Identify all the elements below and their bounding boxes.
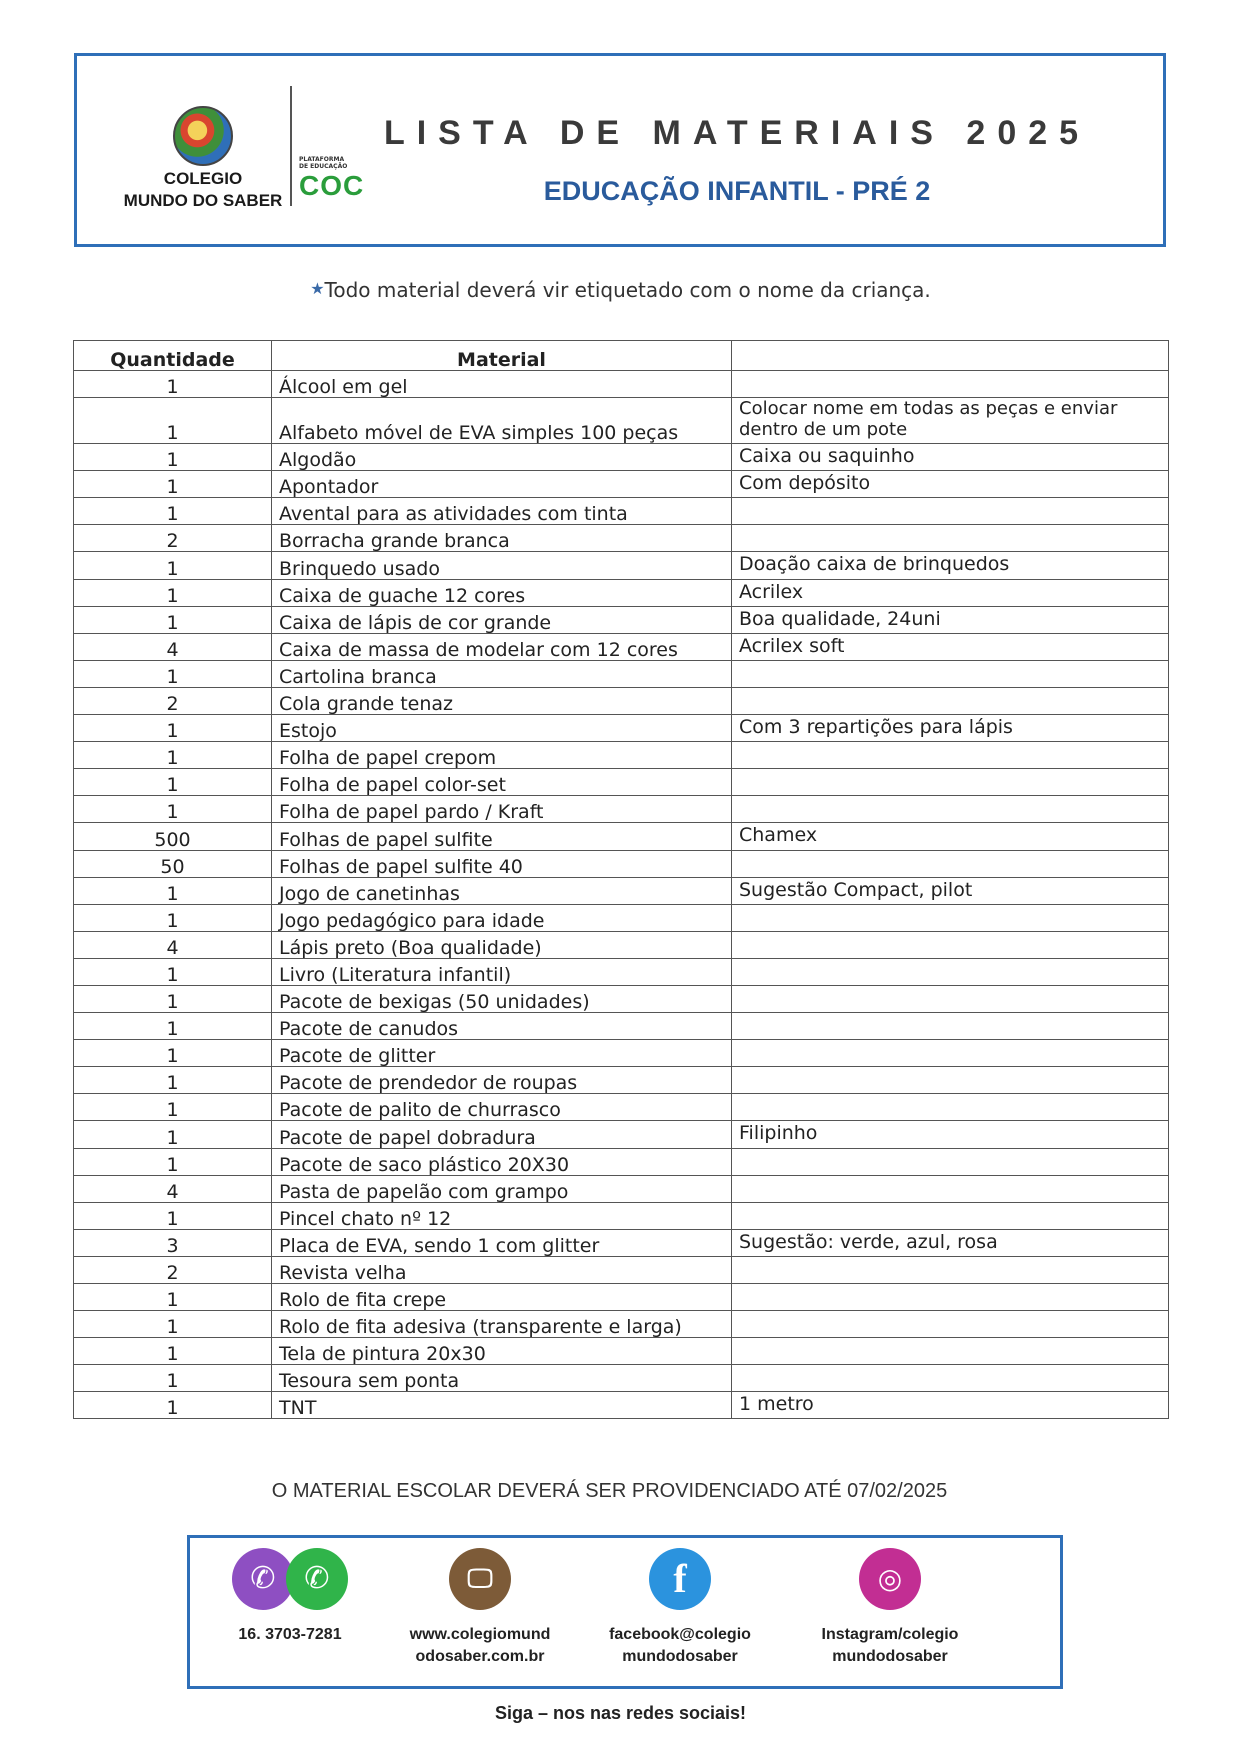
qty-cell: 4	[74, 1175, 272, 1202]
material-cell: Estojo	[272, 715, 732, 742]
contact-phone	[190, 1548, 390, 1646]
material-cell: Pacote de bexigas (50 unidades)	[272, 985, 732, 1012]
note-cell: Sugestão Compact, pilot	[732, 877, 1169, 904]
table-row	[74, 1067, 1169, 1094]
table-row	[74, 1013, 1169, 1040]
note-cell	[732, 371, 1169, 398]
qty-cell: 4	[74, 633, 272, 660]
note-cell: Filipinho	[732, 1121, 1169, 1148]
note-cell	[732, 796, 1169, 823]
qty-cell: 1	[74, 715, 272, 742]
note-cell	[732, 1013, 1169, 1040]
table-row	[74, 742, 1169, 769]
table-row	[74, 1094, 1169, 1121]
facebook-line2: mundodosaber	[622, 1648, 738, 1665]
table-row	[74, 525, 1169, 552]
material-cell: Pacote de canudos	[272, 1013, 732, 1040]
note-cell: Doação caixa de brinquedos	[732, 552, 1169, 579]
platform-line2: DE EDUCAÇÃO	[299, 163, 348, 170]
materials-body	[74, 371, 1169, 1419]
material-cell: Tela de pintura 20x30	[272, 1338, 732, 1365]
material-cell: Folha de papel color-set	[272, 769, 732, 796]
note-cell: Acrilex soft	[732, 633, 1169, 660]
material-cell: Placa de EVA, sendo 1 com glitter	[272, 1229, 732, 1256]
material-cell: Jogo pedagógico para idade	[272, 904, 732, 931]
table-row	[74, 823, 1169, 850]
qty-cell: 1	[74, 660, 272, 687]
note-cell	[732, 1175, 1169, 1202]
qty-cell: 1	[74, 552, 272, 579]
material-cell: Apontador	[272, 471, 732, 498]
note-cell: Colocar nome em todas as peças e enviar dentro de um pote	[732, 398, 1169, 444]
material-cell: Tesoura sem ponta	[272, 1365, 732, 1392]
material-cell: Borracha grande branca	[272, 525, 732, 552]
school-logo	[113, 106, 293, 210]
note-cell	[732, 1202, 1169, 1229]
material-cell: Pacote de saco plástico 20X30	[272, 1148, 732, 1175]
header-material: Material	[272, 341, 732, 371]
material-cell: Folha de papel crepom	[272, 742, 732, 769]
contact-site[interactable]	[380, 1548, 580, 1668]
table-row	[74, 985, 1169, 1012]
qty-cell: 1	[74, 1338, 272, 1365]
logo-line1: COLEGIO	[163, 169, 243, 188]
qty-cell: 1	[74, 1067, 272, 1094]
material-cell: Avental para as atividades com tinta	[272, 498, 732, 525]
note-cell: Caixa ou saquinho	[732, 444, 1169, 471]
table-row	[74, 877, 1169, 904]
logo-line2: MUNDO DO SABER	[123, 191, 283, 210]
star-icon: ★	[310, 279, 325, 298]
table-row	[74, 958, 1169, 985]
instagram-line1: Instagram/colegio	[821, 1626, 959, 1643]
facebook-line1: facebook@colegio	[609, 1626, 751, 1643]
material-cell: Jogo de canetinhas	[272, 877, 732, 904]
site-line2: odosaber.com.br	[415, 1648, 545, 1665]
material-cell: TNT	[272, 1392, 732, 1419]
table-row	[74, 1284, 1169, 1311]
material-cell: Pacote de prendedor de roupas	[272, 1067, 732, 1094]
table-row	[74, 687, 1169, 714]
table-row	[74, 606, 1169, 633]
qty-cell: 1	[74, 579, 272, 606]
note-cell	[732, 525, 1169, 552]
qty-cell: 1	[74, 769, 272, 796]
note-cell	[732, 769, 1169, 796]
qty-cell: 2	[74, 525, 272, 552]
table-row	[74, 471, 1169, 498]
qty-cell: 1	[74, 471, 272, 498]
qty-cell: 1	[74, 606, 272, 633]
qty-cell: 3	[74, 1229, 272, 1256]
material-cell: Álcool em gel	[272, 371, 732, 398]
platform-line1: PLATAFORMA	[299, 156, 345, 163]
qty-cell: 1	[74, 958, 272, 985]
note-cell	[732, 985, 1169, 1012]
contact-facebook[interactable]	[580, 1548, 780, 1668]
material-cell: Cola grande tenaz	[272, 687, 732, 714]
instagram-icon: ◎	[859, 1548, 921, 1610]
table-row	[74, 1256, 1169, 1283]
qty-cell: 1	[74, 1148, 272, 1175]
follow-us-text: Siga – nos nas redes sociais!	[494, 1703, 747, 1723]
material-cell: Pacote de papel dobradura	[272, 1121, 732, 1148]
material-cell: Revista velha	[272, 1256, 732, 1283]
label-notice	[0, 278, 1241, 302]
note-cell	[732, 1338, 1169, 1365]
table-header-row	[74, 341, 1169, 371]
globe-icon	[173, 106, 233, 166]
material-cell: Cartolina branca	[272, 660, 732, 687]
table-row	[74, 1202, 1169, 1229]
qty-cell: 50	[74, 850, 272, 877]
note-cell: Sugestão: verde, azul, rosa	[732, 1229, 1169, 1256]
header-quantity: Quantidade	[74, 341, 272, 371]
material-cell: Pacote de palito de churrasco	[272, 1094, 732, 1121]
site-line1: www.colegiomund	[409, 1626, 551, 1643]
table-row	[74, 1121, 1169, 1148]
header-box	[74, 53, 1166, 247]
qty-cell: 1	[74, 1365, 272, 1392]
qty-cell: 1	[74, 796, 272, 823]
note-cell	[732, 660, 1169, 687]
qty-cell: 1	[74, 877, 272, 904]
note-cell: 1 metro	[732, 1392, 1169, 1419]
table-row	[74, 633, 1169, 660]
material-cell: Folhas de papel sulfite	[272, 823, 732, 850]
table-row	[74, 1229, 1169, 1256]
table-row	[74, 796, 1169, 823]
note-cell	[732, 742, 1169, 769]
facebook-icon: f	[649, 1548, 711, 1610]
note-cell	[732, 1365, 1169, 1392]
page-title: LISTA DE MATERIAIS 2025	[383, 114, 1091, 152]
note-cell	[732, 1311, 1169, 1338]
notice-text: Todo material deverá vir etiquetado com o nome da criança.	[324, 278, 931, 302]
material-cell: Lápis preto (Boa qualidade)	[272, 931, 732, 958]
qty-cell: 500	[74, 823, 272, 850]
coc-wordmark: COC	[299, 170, 365, 201]
contact-box	[187, 1535, 1063, 1689]
phone-icon: ✆	[232, 1548, 294, 1610]
note-cell	[732, 931, 1169, 958]
note-cell	[732, 1040, 1169, 1067]
note-cell	[732, 1094, 1169, 1121]
table-row	[74, 579, 1169, 606]
table-row	[74, 850, 1169, 877]
qty-cell: 1	[74, 742, 272, 769]
qty-cell: 1	[74, 498, 272, 525]
material-cell: Pacote de glitter	[272, 1040, 732, 1067]
note-cell: Com 3 repartições para lápis	[732, 715, 1169, 742]
table-row	[74, 1311, 1169, 1338]
whatsapp-icon: ✆	[286, 1548, 348, 1610]
note-cell	[732, 1148, 1169, 1175]
facebook-text	[580, 1624, 780, 1668]
material-cell: Folhas de papel sulfite 40	[272, 850, 732, 877]
material-cell: Caixa de guache 12 cores	[272, 579, 732, 606]
note-cell: Acrilex	[732, 579, 1169, 606]
table-row	[74, 715, 1169, 742]
qty-cell: 1	[74, 1284, 272, 1311]
material-cell: Caixa de massa de modelar com 12 cores	[272, 633, 732, 660]
qty-cell: 1	[74, 1013, 272, 1040]
material-cell: Pincel chato nº 12	[272, 1202, 732, 1229]
qty-cell: 1	[74, 1392, 272, 1419]
qty-cell: 1	[74, 1311, 272, 1338]
note-cell	[732, 1284, 1169, 1311]
deadline-note: O MATERIAL ESCOLAR DEVERÁ SER PROVIDENCIADO ATÉ 07/02/2025	[271, 1480, 948, 1502]
material-cell: Pasta de papelão com grampo	[272, 1175, 732, 1202]
note-cell: Com depósito	[732, 471, 1169, 498]
table-row	[74, 444, 1169, 471]
table-row	[74, 371, 1169, 398]
qty-cell: 2	[74, 1256, 272, 1283]
qty-cell: 1	[74, 1094, 272, 1121]
table-row	[74, 398, 1169, 444]
materials-table	[73, 340, 1169, 1419]
material-cell: Rolo de fita adesiva (transparente e larga)	[272, 1311, 732, 1338]
table-row	[74, 1338, 1169, 1365]
table-row	[74, 1392, 1169, 1419]
header-notes	[732, 341, 1169, 371]
table-row	[74, 1148, 1169, 1175]
table-row	[74, 1175, 1169, 1202]
note-cell: Boa qualidade, 24uni	[732, 606, 1169, 633]
material-cell: Alfabeto móvel de EVA simples 100 peças	[272, 398, 732, 444]
note-cell: Chamex	[732, 823, 1169, 850]
phone-number: 16. 3703-7281	[238, 1626, 342, 1643]
table-row	[74, 1040, 1169, 1067]
table-row	[74, 552, 1169, 579]
note-cell	[732, 687, 1169, 714]
table-row	[74, 931, 1169, 958]
table-row	[74, 498, 1169, 525]
logo-divider	[290, 86, 292, 206]
table-row	[74, 660, 1169, 687]
instagram-text	[790, 1624, 990, 1668]
qty-cell: 1	[74, 444, 272, 471]
page-subtitle: EDUCAÇÃO INFANTIL - PRÉ 2	[543, 176, 931, 206]
table-row	[74, 769, 1169, 796]
monitor-icon: 🖵	[449, 1548, 511, 1610]
qty-cell: 4	[74, 931, 272, 958]
site-text	[380, 1624, 580, 1668]
material-cell: Caixa de lápis de cor grande	[272, 606, 732, 633]
qty-cell: 1	[74, 1202, 272, 1229]
table-row	[74, 1365, 1169, 1392]
table-row	[74, 904, 1169, 931]
note-cell	[732, 904, 1169, 931]
qty-cell: 1	[74, 1040, 272, 1067]
material-cell: Folha de papel pardo / Kraft	[272, 796, 732, 823]
qty-cell: 1	[74, 985, 272, 1012]
qty-cell: 2	[74, 687, 272, 714]
coc-logo	[299, 156, 364, 202]
material-cell: Rolo de fita crepe	[272, 1284, 732, 1311]
note-cell	[732, 850, 1169, 877]
material-cell: Brinquedo usado	[272, 552, 732, 579]
note-cell	[732, 1256, 1169, 1283]
note-cell	[732, 498, 1169, 525]
material-cell: Livro (Literatura infantil)	[272, 958, 732, 985]
contact-instagram[interactable]	[790, 1548, 990, 1668]
material-cell: Algodão	[272, 444, 732, 471]
qty-cell: 1	[74, 904, 272, 931]
qty-cell: 1	[74, 371, 272, 398]
qty-cell: 1	[74, 1121, 272, 1148]
instagram-line2: mundodosaber	[832, 1648, 948, 1665]
qty-cell: 1	[74, 398, 272, 444]
note-cell	[732, 958, 1169, 985]
note-cell	[732, 1067, 1169, 1094]
